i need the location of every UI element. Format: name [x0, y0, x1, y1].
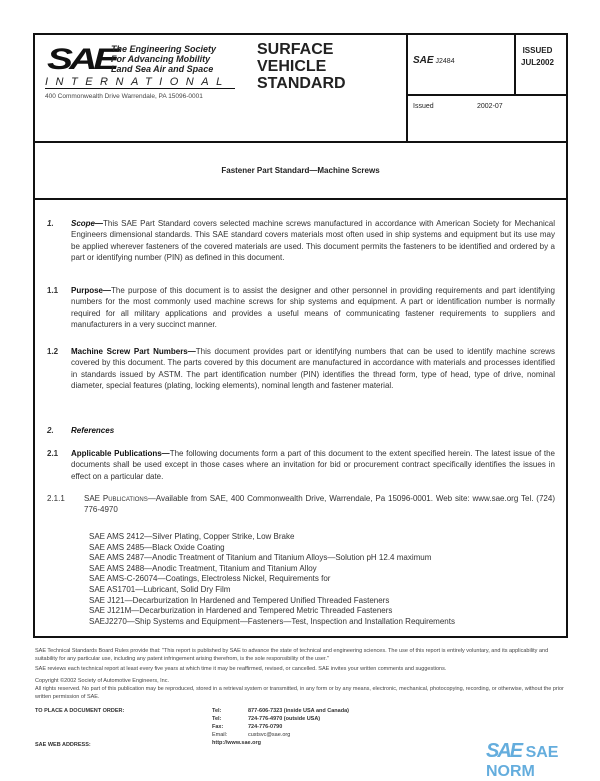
issued-label: Issued: [413, 103, 434, 110]
watermark: SAE SAE NORM: [486, 740, 559, 780]
tagline: The Engineering Society For Advancing Mobility Land Sea Air and Space: [111, 44, 217, 74]
section-references: 2. References: [47, 426, 115, 435]
section-part-numbers: 1.2 Machine Screw Part Numbers—This document provides part or identifying numbers that can be used to identify machine screws covered by this document. The parts covered by this document are manufactured in accordance with materials and processes identified in standards issued by ASTM. The part identification number (PIN) identifies the thread form, type of head, type of drive, nominal diameter, special features (plating, locking elements), nominal length and fastener material.: [47, 347, 555, 390]
sae-logo: SAE: [47, 43, 116, 76]
reference-item: SAE AMS-C-26074—Coatings, Electroless Nickel, Requirements for: [89, 574, 331, 584]
document-title: Fastener Part Standard—Machine Screws: [33, 141, 568, 200]
international-label: INTERNATIONAL: [45, 76, 235, 89]
review-text: SAE reviews each technical report at least every five years at which time it may be reaffirmed, revised, or cancelled. SAE invites your written comments and suggestions.: [35, 666, 447, 672]
order-label: TO PLACE A DOCUMENT ORDER:: [35, 708, 125, 714]
reference-item: SAE AS1701—Lubricant, Solid Dry Film: [89, 584, 231, 594]
sae-web-link[interactable]: http://www.sae.org: [212, 740, 261, 746]
divider: [406, 94, 566, 96]
divider: [514, 35, 516, 94]
web-label: SAE WEB ADDRESS:: [35, 742, 91, 748]
address: 400 Commonwealth Drive Warrendale, PA 15096-0001: [45, 93, 203, 100]
divider: [406, 35, 408, 141]
copyright-text: Copyright ©2002 Society of Automotive Engineers, Inc.: [35, 678, 169, 684]
reference-item: SAE J121—Decarburization In Hardened and Tempered Unified Threaded Fasteners: [89, 595, 390, 605]
document-header: [33, 33, 568, 143]
rights-text: All rights reserved. No part of this publication may be reproduced, stored in a retrieval system or transmitted, in any form or by any means, electronic, mechanical, photocopying, recording, or otherwise, without the prior written permission of SAE.: [35, 686, 564, 700]
reference-list: [89, 532, 455, 627]
section-sae-publications: 2.1.1 SAE Publications—Available from SAE, 400 Commonwealth Drive, Warrendale, Pa 15096-0001. Web site: www.sae.org Tel. (724) 776-4970: [47, 494, 555, 515]
reference-item: SAE AMS 2488—Anodic Treatment, Titanium and Titanium Alloy: [89, 563, 317, 573]
reference-item: SAE AMS 2487—Anodic Treatment of Titanium and Titanium Alloys—Solution pH 12.4 maximum: [89, 553, 432, 563]
reference-item: SAE AMS 2412—Silver Plating, Copper Strike, Low Brake: [89, 532, 295, 541]
reference-item: SAE AMS 2485—Black Oxide Coating: [89, 542, 225, 552]
section-scope: 1. Scope—This SAE Part Standard covers selected machine screws manufactured in accordance with American Society for Mechanical Engineers dimensional standards. This SAE standard covers materials most often used in ship systems and equipment but its use may be applied wherever fasteners of the covered materials are used. This document permits the fasteners to be identified and ordered by a part or identifying number (PIN) as defined in this document.: [47, 219, 555, 262]
policy-text: SAE Technical Standards Board Rules provide that: "This report is published by SAE to advance the state of technical and engineering sciences. The use of this report is entirely voluntary, and its applicability and suitability for any particular use, including any patent infringement arising therefrom, is the sole responsibility of the user.": [35, 648, 549, 662]
contact-list: Tel: 877-606-7323 (inside USA and Canada) Tel: 724-776-4970 (outside USA) Fax: 724-776-0790 Email: custsvc@sae.org http://www.sae.org: [212, 708, 349, 746]
doc-number: SAE J2484: [413, 55, 455, 66]
standard-type: SURFACE VEHICLE STANDARD: [257, 41, 346, 92]
issued-date: 2002-07: [477, 103, 503, 110]
section-purpose: 1.1 Purpose—The purpose of this document is to assist the designer and other personnel in providing requirements and part identifying numbers for the most commonly used machine screws for ship systems and equipment. A part or identification number is normally required for all military applications and provides a useful means of communicating fastener requirements to suppliers and manufacturers in a very succinct manner.: [47, 286, 555, 329]
status-badge: ISSUED JUL2002: [521, 46, 554, 67]
reference-item: SAEJ2270—Ship Systems and Equipment—Fasteners—Test, Inspection and Installation Requirements: [89, 616, 455, 626]
reference-item: SAE J121M—Decarburization in Hardened and Tempered Metric Threaded Fasteners: [89, 606, 393, 616]
section-applicable-publications: 2.1 Applicable Publications—The following documents form a part of this document to the extent specified herein. The latest issue of the documents shall be used except in those cases where an invitation for bid or procurement contract specifically identifies the issues in effect on a particular date.: [47, 449, 555, 481]
